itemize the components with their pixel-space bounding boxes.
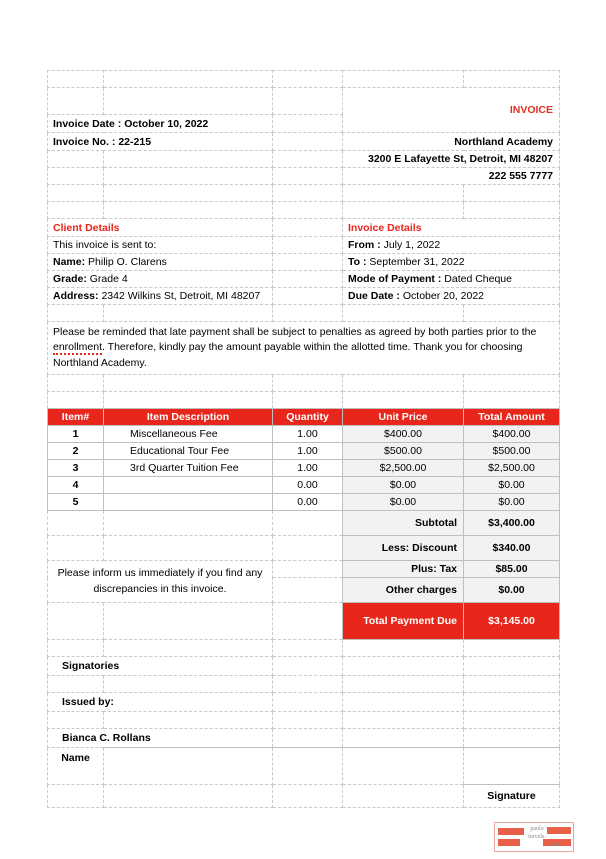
spacer-row (48, 71, 560, 88)
cell-empty (343, 676, 464, 693)
detail-value: October 20, 2022 (402, 290, 484, 302)
totals-row (48, 536, 560, 561)
detail-value: 2342 Wilkins St, Detroit, MI 48207 (101, 290, 261, 302)
detail-label: Mode of Payment : (348, 273, 442, 285)
gap-row (48, 676, 560, 693)
table-row (48, 443, 560, 460)
total-label-subtotal: Subtotal (343, 511, 464, 536)
item-number: 5 (48, 494, 104, 511)
company-name: Northland Academy (343, 133, 560, 151)
cell-empty (48, 185, 104, 202)
item-quantity: 1.00 (273, 460, 343, 477)
cell-empty (273, 185, 343, 202)
company-address-row (48, 151, 560, 168)
watermark-text (515, 825, 559, 849)
cell-empty (48, 712, 104, 729)
footer-watermark-logo (494, 822, 574, 852)
cell-empty (48, 511, 104, 536)
cell-empty (48, 305, 104, 322)
item-description: Educational Tour Fee (104, 443, 273, 460)
cell-empty (273, 536, 343, 561)
client-address (48, 288, 273, 305)
column-header-unit-price: Unit Price (343, 409, 464, 426)
invoice-detail-due (343, 288, 560, 305)
cell-empty (48, 640, 104, 657)
cell-empty (273, 133, 343, 151)
cell-empty (273, 71, 343, 88)
item-total: $2,500.00 (464, 460, 560, 477)
cell-empty (273, 219, 343, 237)
cell-empty (104, 748, 273, 785)
cell-empty (273, 640, 343, 657)
watermark-line-2: travels. (528, 834, 546, 840)
cell-empty (48, 168, 104, 185)
gap-row (48, 375, 560, 392)
grand-total-row (48, 603, 560, 640)
detail-label: Due Date : (348, 290, 400, 302)
table-row (48, 477, 560, 494)
cell-empty (464, 693, 560, 712)
item-quantity: 1.00 (273, 426, 343, 443)
detail-label: From : (348, 239, 381, 251)
cell-empty (273, 151, 343, 168)
item-total: $400.00 (464, 426, 560, 443)
signatories-row (48, 657, 560, 676)
table-row (48, 460, 560, 477)
cell-empty (273, 288, 343, 305)
column-header-description: Item Description (104, 409, 273, 426)
issuer-name-row (48, 729, 560, 748)
cell-empty (343, 305, 464, 322)
table-row (48, 426, 560, 443)
cell-empty (48, 88, 104, 115)
invoice-detail-mode (343, 271, 560, 288)
item-number: 4 (48, 477, 104, 494)
gap-row (48, 712, 560, 729)
cell-empty (104, 71, 273, 88)
invoice-sheet (47, 70, 560, 808)
cell-empty (48, 71, 104, 88)
invoice-no-row (48, 133, 560, 151)
invoice-number: Invoice No. : 22-215 (48, 133, 273, 151)
invoice-detail-from (343, 237, 560, 254)
item-unit-price: $2,500.00 (343, 460, 464, 477)
cell-empty (104, 712, 273, 729)
cell-empty (273, 561, 343, 578)
detail-label: Grade: (53, 273, 87, 285)
total-label-tax: Plus: Tax (343, 561, 464, 578)
detail-value: July 1, 2022 (383, 239, 441, 251)
cell-empty (464, 676, 560, 693)
cell-empty (343, 202, 464, 219)
watermark-line-3: com (548, 842, 559, 848)
cell-empty (104, 392, 273, 409)
cell-empty (273, 693, 343, 712)
detail-value: Grade 4 (89, 273, 128, 285)
cell-empty (464, 748, 560, 785)
cell-empty (273, 254, 343, 271)
cell-empty (104, 88, 273, 115)
cell-empty (343, 392, 464, 409)
detail-label: Name: (53, 256, 86, 268)
items-header-row (48, 409, 560, 426)
cell-empty (48, 375, 104, 392)
cell-empty (104, 375, 273, 392)
discrepancy-note: Please inform us immediately if you find any discrepancies in this invoice. (48, 561, 273, 603)
cell-empty (273, 305, 343, 322)
name-label: Name (48, 748, 104, 785)
item-description: 3rd Quarter Tuition Fee (104, 460, 273, 477)
cell-empty (104, 603, 273, 640)
cell-empty (273, 578, 343, 603)
total-label-other: Other charges (343, 578, 464, 603)
item-unit-price: $500.00 (343, 443, 464, 460)
cell-empty (273, 748, 343, 785)
cell-empty (104, 151, 273, 168)
issued-by-row (48, 693, 560, 712)
cell-empty (343, 748, 464, 785)
cell-empty (343, 640, 464, 657)
detail-value: Dated Cheque (444, 273, 512, 285)
cell-empty (273, 88, 343, 115)
detail-label: To : (348, 256, 367, 268)
detail-value: Philip O. Clarens (88, 256, 167, 268)
cell-empty (273, 657, 343, 676)
total-value-subtotal: $3,400.00 (464, 511, 560, 536)
item-total: $500.00 (464, 443, 560, 460)
notice-row (48, 322, 560, 375)
cell-empty (104, 676, 273, 693)
item-total: $0.00 (464, 494, 560, 511)
cell-empty (273, 271, 343, 288)
cell-empty (464, 640, 560, 657)
client-details-heading: Client Details (48, 219, 273, 237)
item-description (104, 494, 273, 511)
cell-empty (464, 729, 560, 748)
item-description (104, 477, 273, 494)
title-row (48, 88, 560, 115)
cell-empty (343, 729, 464, 748)
item-number: 1 (48, 426, 104, 443)
cell-empty (48, 536, 104, 561)
cell-empty (104, 202, 273, 219)
signature-row (48, 785, 560, 808)
signature-label: Signature (464, 785, 560, 808)
totals-row (48, 561, 560, 578)
item-quantity: 0.00 (273, 494, 343, 511)
notice-part2: . Therefore, kindly pay the amount payable within the allotted time. Thank you for choosing Northland Academy. (53, 341, 523, 369)
cell-empty (464, 202, 560, 219)
item-quantity: 0.00 (273, 477, 343, 494)
gap-row (48, 392, 560, 409)
cell-empty (48, 151, 104, 168)
cell-empty (343, 785, 464, 808)
cell-empty (273, 729, 343, 748)
cell-empty (273, 511, 343, 536)
cell-empty (104, 785, 273, 808)
cell-empty (464, 305, 560, 322)
total-value-tax: $85.00 (464, 561, 560, 578)
invoice-details-heading: Invoice Details (343, 219, 560, 237)
detail-label: Address: (53, 290, 99, 302)
item-quantity: 1.00 (273, 443, 343, 460)
item-unit-price: $0.00 (343, 477, 464, 494)
column-header-total: Total Amount (464, 409, 560, 426)
cell-empty (48, 392, 104, 409)
cell-empty (464, 712, 560, 729)
details-row (48, 271, 560, 288)
cell-empty (48, 676, 104, 693)
item-number: 2 (48, 443, 104, 460)
client-name (48, 254, 273, 271)
total-value-discount: $340.00 (464, 536, 560, 561)
cell-empty (273, 603, 343, 640)
item-unit-price: $0.00 (343, 494, 464, 511)
cell-empty (464, 71, 560, 88)
detail-value: September 31, 2022 (369, 256, 465, 268)
details-row (48, 288, 560, 305)
notice-part1: Please be reminded that late payment shall be subject to penalties as agreed by both parties prior to the (53, 325, 537, 338)
gap-row (48, 185, 560, 202)
company-address: 3200 E Lafayette St, Detroit, MI 48207 (343, 151, 560, 168)
invoice-date: Invoice Date : October 10, 2022 (48, 115, 273, 133)
cell-empty (343, 712, 464, 729)
item-unit-price: $400.00 (343, 426, 464, 443)
details-row (48, 237, 560, 254)
cell-empty (104, 305, 273, 322)
invoice-detail-to (343, 254, 560, 271)
cell-empty (273, 712, 343, 729)
cell-empty (464, 185, 560, 202)
column-header-item-num: Item# (48, 409, 104, 426)
cell-empty (273, 202, 343, 219)
details-row (48, 254, 560, 271)
cell-empty (343, 693, 464, 712)
client-grade (48, 271, 273, 288)
gap-row (48, 640, 560, 657)
company-phone: 222 555 7777 (343, 168, 560, 185)
gap-row (48, 202, 560, 219)
gap-row (48, 305, 560, 322)
misspelled-word: enrollment (53, 341, 103, 354)
column-header-quantity: Quantity (273, 409, 343, 426)
cell-empty (273, 676, 343, 693)
issuer-name-text: Bianca C. Rollans (62, 732, 151, 744)
cell-empty (464, 392, 560, 409)
cell-empty (464, 375, 560, 392)
cell-empty (104, 640, 273, 657)
cell-empty (273, 392, 343, 409)
details-heading-row (48, 219, 560, 237)
cell-empty (273, 115, 343, 133)
total-value-other: $0.00 (464, 578, 560, 603)
watermark-line-1: paulo (530, 826, 544, 832)
cell-empty (48, 603, 104, 640)
cell-empty (273, 237, 343, 254)
cell-empty (273, 168, 343, 185)
cell-empty (273, 785, 343, 808)
cell-empty (464, 657, 560, 676)
grand-total-value: $3,145.00 (464, 603, 560, 640)
item-total: $0.00 (464, 477, 560, 494)
total-label-discount: Less: Discount (343, 536, 464, 561)
grand-total-label: Total Payment Due (343, 603, 464, 640)
issued-by-label: Issued by: (48, 693, 273, 712)
cell-empty (273, 375, 343, 392)
signatories-heading: Signatories (48, 657, 273, 676)
cell-empty (104, 185, 273, 202)
cell-empty (104, 168, 273, 185)
cell-empty (343, 185, 464, 202)
company-phone-row (48, 168, 560, 185)
item-description: Miscellaneous Fee (104, 426, 273, 443)
cell-empty (343, 375, 464, 392)
cell-empty (104, 536, 273, 561)
cell-empty (343, 657, 464, 676)
name-label-row (48, 748, 560, 785)
page-title: INVOICE (343, 88, 560, 133)
issuer-name (48, 729, 273, 748)
totals-row (48, 511, 560, 536)
item-number: 3 (48, 460, 104, 477)
cell-empty (48, 785, 104, 808)
cell-empty (48, 202, 104, 219)
table-row (48, 494, 560, 511)
late-payment-notice (48, 322, 560, 375)
sent-to-line: This invoice is sent to: (48, 237, 273, 254)
cell-empty (343, 71, 464, 88)
cell-empty (104, 511, 273, 536)
